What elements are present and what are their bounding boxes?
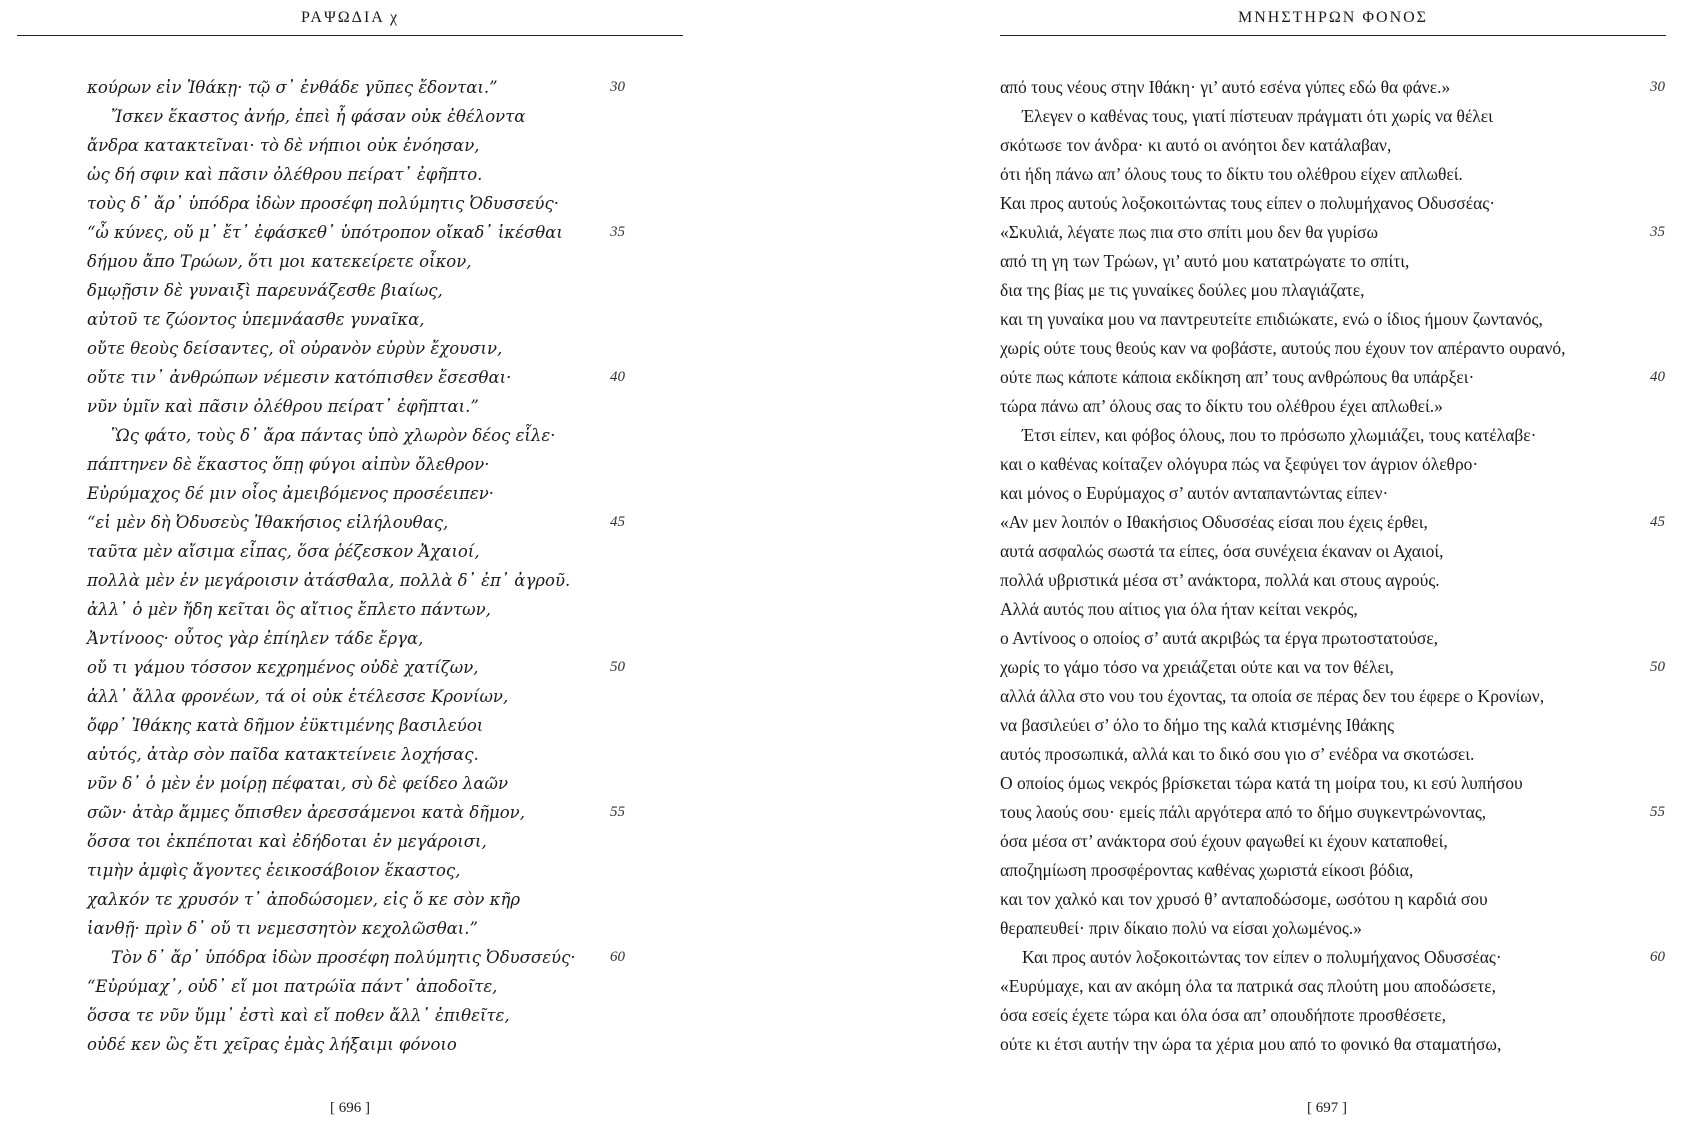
translation-verse-line [1000,276,1682,305]
verse-text: ούτε πως κάποτε κάποια εκδίκηση απ’ τους ανθρώπους θα υπάρξει· [1000,367,1475,387]
translation-verse-line [1000,827,1682,856]
greek-verse-line [0,566,700,595]
line-number: 35 [1650,224,1665,240]
verse-text: ο Αντίνοος ο οποίος σ’ αυτά ακριβώς τα έργα πρωτοστατούσε, [1000,628,1439,648]
line-number: 55 [1650,804,1665,820]
greek-verse-line [0,740,700,769]
greek-verse-line [0,798,700,827]
verse-text: οὔτε θεοὺς δείσαντες, οἳ οὐρανὸν εὐρὺν ἔχουσιν, [87,339,503,358]
greek-verse-line [0,914,700,943]
line-number: 30 [610,79,625,95]
line-number: 60 [1650,949,1665,965]
verse-text: από τους νέους στην Ιθάκη· γι’ αυτό εσένα γύπες εδώ θα φάνε.» [1000,77,1451,97]
running-head-left: ΡΑΨΩΔΙΑ χ [300,9,400,26]
greek-verse-line [0,827,700,856]
verse-text: θεραπευθεί· πριν δίκαιο πολύ να είσαι χολωμένος.» [1000,918,1362,938]
verse-text: αὐτός, ἀτὰρ σὸν παῖδα κατακτείνειε λοχήσας. [87,745,479,764]
translation-verse-line [1000,885,1682,914]
translation-verse-line [1000,305,1682,334]
translation-verse-line [1000,740,1682,769]
header-rule-right [1000,35,1666,36]
translation-verse-line [1000,914,1682,943]
verse-text: ὅσσα τοι ἐκπέποται καὶ ἐδήδοται ἐν μεγάροισι, [87,832,487,851]
verse-text: σῶν· ἀτὰρ ἄμμες ὄπισθεν ἀρεσσάμενοι κατὰ δῆμον, [87,803,525,822]
line-number: 50 [1650,659,1665,675]
verse-text: ούτε κι έτσι αυτήν την ώρα τα χέρια μου από το φονικό θα σταματήσω, [1000,1034,1502,1054]
verse-text: Ο οποίος όμως νεκρός βρίσκεται τώρα κατά τη μοίρα του, κι εσύ λυπήσου [1000,773,1523,793]
verse-text: Ἴσκεν ἕκαστος ἀνήρ, ἐπεὶ ἦ φάσαν οὐκ ἐθέλοντα [111,107,526,126]
translation-verse-line [1000,972,1682,1001]
translation-verse-line [1000,1001,1682,1030]
translation-text-block [1000,73,1682,1059]
greek-verse-line [0,479,700,508]
verse-text: χαλκόν τε χρυσόν τ᾽ ἀποδώσομεν, εἰς ὅ κε σὸν κῆρ [87,890,521,909]
greek-verse-line [0,247,700,276]
translation-verse-line [1000,334,1682,363]
line-number: 40 [1650,369,1665,385]
greek-verse-line [0,624,700,653]
greek-verse-line [0,218,700,247]
verse-text: Έτσι είπεν, και φόβος όλους, που το πρόσωπο χλωμιάζει, τους κατέλαβε· [1022,425,1537,445]
greek-verse-line [0,856,700,885]
verse-text: ὅσσα τε νῦν ὔμμ᾽ ἐστὶ καὶ εἴ ποθεν ἄλλ᾽ ἐπιθεῖτε, [87,1006,510,1025]
verse-text: Και προς αυτούς λοξοκοιτώντας τους είπεν ο πολυμήχανος Οδυσσέας· [1000,193,1496,213]
translation-verse-line [1000,1030,1682,1059]
line-number: 60 [610,949,625,965]
greek-verse-line [0,711,700,740]
translation-verse-line [1000,479,1682,508]
translation-verse-line [1000,537,1682,566]
translation-verse-line [1000,711,1682,740]
line-number: 50 [610,659,625,675]
verse-text: Έλεγεν ο καθένας τους, γιατί πίστευαν πράγματι ότι χωρίς να θέλει [1022,106,1493,126]
greek-verse-line [0,595,700,624]
verse-text: τοὺς δ᾽ ἄρ᾽ ὑπόδρα ἰδὼν προσέφη πολύμητις Ὀδυσσεύς· [87,194,559,213]
verse-text: από τη γη των Τρώων, γι’ αυτό μου κατατρώγατε το σπίτι, [1000,251,1410,271]
greek-verse-line [0,421,700,450]
verse-text: σκότωσε τον άνδρα· κι αυτό οι ανόητοι δεν κατάλαβαν, [1000,135,1392,155]
greek-verse-line [0,682,700,711]
greek-verse-line [0,769,700,798]
verse-text: ἀλλ᾽ ὁ μὲν ἤδη κεῖται ὃς αἴτιος ἔπλετο πάντων, [87,600,491,619]
translation-verse-line [1000,450,1682,479]
verse-text: Ἀντίνοος· οὗτος γὰρ ἐπίηλεν τάδε ἔργα, [87,629,424,648]
verse-text: ὄφρ᾽ Ἰθάκης κατὰ δῆμον ἐϋκτιμένης βασιλεύοι [87,716,484,735]
verse-text: αυτά ασφαλώς σωστά τα είπες, όσα συνέχεια έκαναν οι Αχαιοί, [1000,541,1444,561]
verse-text: οὐδέ κεν ὣς ἔτι χεῖρας ἐμὰς λήξαιμι φόνοιο [87,1035,457,1054]
verse-text: όσα μέσα στ’ ανάκτορα σού έχουν φαγωθεί κι έχουν καταποθεί, [1000,831,1448,851]
page-number-right: [ 697 ] [1307,1100,1347,1116]
verse-text: Τὸν δ᾽ ἄρ᾽ ὑπόδρα ἰδὼν προσέφη πολύμητις Ὀδυσσεύς· [111,948,576,967]
verse-text: χωρίς ούτε τους θεούς καν να φοβάστε, αυτούς που έχουν τον απέραντο ουρανό, [1000,338,1566,358]
translation-verse-line [1000,624,1682,653]
verse-text: και ο καθένας κοίταζεν ολόγυρα πώς να ξεφύγει τον άγριον όλεθρο· [1000,454,1479,474]
verse-text: «Σκυλιά, λέγατε πως πια στο σπίτι μου δεν θα γυρίσω [1000,222,1379,242]
translation-verse-line [1000,218,1682,247]
translation-verse-line [1000,508,1682,537]
greek-verse-line [0,276,700,305]
translation-verse-line [1000,856,1682,885]
translation-verse-line [1000,160,1682,189]
translation-verse-line [1000,769,1682,798]
line-number: 30 [1650,79,1665,95]
greek-verse-line [0,334,700,363]
greek-verse-line [0,537,700,566]
greek-verse-line [0,653,700,682]
translation-verse-line [1000,189,1682,218]
verse-text: ἀλλ᾽ ἄλλα φρονέων, τά οἱ οὐκ ἐτέλεσσε Κρονίων, [87,687,509,706]
translation-verse-line [1000,392,1682,421]
verse-text: και τη γυναίκα μου να παντρευτείτε επιδιώκατε, ενώ ο ίδιος ήμουν ζωντανός, [1000,309,1543,329]
greek-text-block [0,73,700,1059]
verse-text: αὐτοῦ τε ζώοντος ὑπεμνάασθε γυναῖκα, [87,310,425,329]
verse-text: ἰανθῇ· πρὶν δ᾽ οὔ τι νεμεσσητὸν κεχολῶσθαι.” [87,919,478,938]
verse-text: αλλά άλλα στο νου του έχοντας, τα οποία σε πέρας δεν του έφερε ο Κρονίων, [1000,686,1545,706]
greek-verse-line [0,305,700,334]
verse-text: δμῳῇσιν δὲ γυναιξὶ παρευνάζεσθε βιαίως, [87,281,443,300]
verse-text: “εἰ μὲν δὴ Ὀδυσεὺς Ἰθακήσιος εἰλήλουθας, [87,513,449,532]
left-page [0,0,700,1136]
verse-text: δήμου ἄπο Τρώων, ὅτι μοι κατεκείρετε οἶκον, [87,252,472,271]
translation-verse-line [1000,131,1682,160]
verse-text: τιμὴν ἀμφὶς ἄγοντες ἐεικοσάβοιον ἕκαστος, [87,861,461,880]
verse-text: κούρων εἰν Ἰθάκῃ· τῷ σ᾽ ἐνθάδε γῦπες ἔδονται.” [87,78,498,97]
verse-text: Αλλά αυτός που αίτιος για όλα ήταν κείται νεκρός, [1000,599,1358,619]
verse-text: οὔ τι γάμου τόσσον κεχρημένος οὐδὲ χατίζων, [87,658,479,677]
translation-verse-line [1000,102,1682,131]
line-number: 35 [610,224,625,240]
greek-verse-line [0,73,700,102]
line-number: 40 [610,369,625,385]
verse-text: χωρίς το γάμο τόσο να χρειάζεται ούτε και να τον θέλει, [1000,657,1394,677]
greek-verse-line [0,450,700,479]
translation-verse-line [1000,363,1682,392]
verse-text: όσα εσείς έχετε τώρα και όλα όσα απ’ οπουδήποτε προσθέσετε, [1000,1005,1447,1025]
translation-verse-line [1000,73,1682,102]
verse-text: τους λαούς σου· εμείς πάλι αργότερα από το δήμο συγκεντρώνοντας, [1000,802,1487,822]
greek-verse-line [0,363,700,392]
verse-text: πολλὰ μὲν ἐν μεγάροισιν ἀτάσθαλα, πολλὰ δ᾽ ἐπ᾽ ἀγροῦ. [87,571,571,590]
verse-text: Ὣς φάτο, τοὺς δ᾽ ἄρα πάντας ὑπὸ χλωρὸν δέος εἷλε· [111,426,556,445]
verse-text: τώρα πάνω απ’ όλους σας το δίκτυ του ολέθρου έχει απλωθεί.» [1000,396,1443,416]
translation-verse-line [1000,682,1682,711]
verse-text: να βασιλεύει σ’ όλο το δήμο της καλά κτισμένης Ιθάκης [1000,715,1395,735]
verse-text: δια της βίας με τις γυναίκες δούλες μου πλαγιάζατε, [1000,280,1365,300]
verse-text: οὔτε τιν᾽ ἀνθρώπων νέμεσιν κατόπισθεν ἔσεσθαι· [87,368,512,387]
verse-text: «Ευρύμαχε, και αν ακόμη όλα τα πατρικά σας πλούτη μου αποδώσετε, [1000,976,1497,996]
greek-verse-line [0,189,700,218]
line-number: 45 [610,514,625,530]
translation-verse-line [1000,421,1682,450]
verse-text: νῦν δ᾽ ὁ μὲν ἐν μοίρῃ πέφαται, σὺ δὲ φείδεο λαῶν [87,774,509,793]
page-number-left: [ 696 ] [330,1100,370,1116]
translation-verse-line [1000,595,1682,624]
greek-verse-line [0,943,700,972]
verse-text: Εὐρύμαχος δέ μιν οἶος ἀμειβόμενος προσέειπεν· [87,484,494,503]
verse-text: νῦν ὑμῖν καὶ πᾶσιν ὀλέθρου πείρατ᾽ ἐφῆπται.” [87,397,479,416]
greek-verse-line [0,508,700,537]
translation-verse-line [1000,653,1682,682]
verse-text: πάπτηνεν δὲ ἕκαστος ὅπῃ φύγοι αἰπὺν ὄλεθρον· [87,455,490,474]
verse-text: ταῦτα μὲν αἴσιμα εἶπας, ὅσα ῥέζεσκον Ἀχαιοί, [87,542,480,561]
greek-verse-line [0,160,700,189]
greek-verse-line [0,102,700,131]
greek-verse-line [0,131,700,160]
line-number: 55 [610,804,625,820]
greek-verse-line [0,885,700,914]
verse-text: και τον χαλκό και τον χρυσό θ’ ανταποδώσομε, ωσότου η καρδιά σου [1000,889,1488,909]
verse-text: ὡς δή σφιν καὶ πᾶσιν ὀλέθρου πείρατ᾽ ἐφῆπτο. [87,165,483,184]
verse-text: “ὦ κύνες, οὔ μ᾽ ἔτ᾽ ἐφάσκεθ᾽ ὑπότροπον οἴκαδ᾽ ἱκέσθαι [87,223,563,242]
line-number: 45 [1650,514,1665,530]
greek-verse-line [0,1030,700,1059]
greek-verse-line [0,392,700,421]
verse-text: και μόνος ο Ευρύμαχος σ’ αυτόν ανταπαντώντας είπεν· [1000,483,1389,503]
verse-text: αυτός προσωπικά, αλλά και το δικό σου γιο σ’ ενέδρα να σκοτώσει. [1000,744,1475,764]
header-rule-left [17,35,683,36]
greek-verse-line [0,1001,700,1030]
running-head-right: ΜΝΗΣΤΗΡΩΝ ΦΟΝΟΣ [1238,9,1428,26]
greek-verse-line [0,972,700,1001]
verse-text: Και προς αυτόν λοξοκοιτώντας τον είπεν ο πολυμήχανος Οδυσσέας· [1022,947,1502,967]
verse-text: πολλά υβριστικά μέσα στ’ ανάκτορα, πολλά και στους αγρούς. [1000,570,1440,590]
verse-text: “Εὐρύμαχ᾽, οὐδ᾽ εἴ μοι πατρώϊα πάντ᾽ ἀποδοῖτε, [87,977,498,996]
verse-text: αποζημίωση προσφέροντας καθένας χωριστά είκοσι βόδια, [1000,860,1414,880]
verse-text: ότι ήδη πάνω απ’ όλους τους το δίκτυ του ολέθρου είχεν απλωθεί. [1000,164,1463,184]
translation-verse-line [1000,798,1682,827]
translation-verse-line [1000,247,1682,276]
translation-verse-line [1000,566,1682,595]
right-page [1000,0,1682,1136]
verse-text: ἄνδρα κατακτεῖναι· τὸ δὲ νήπιοι οὐκ ἐνόησαν, [87,136,480,155]
translation-verse-line [1000,943,1682,972]
verse-text: «Αν μεν λοιπόν ο Ιθακήσιος Οδυσσέας είσαι που έχεις έρθει, [1000,512,1428,532]
